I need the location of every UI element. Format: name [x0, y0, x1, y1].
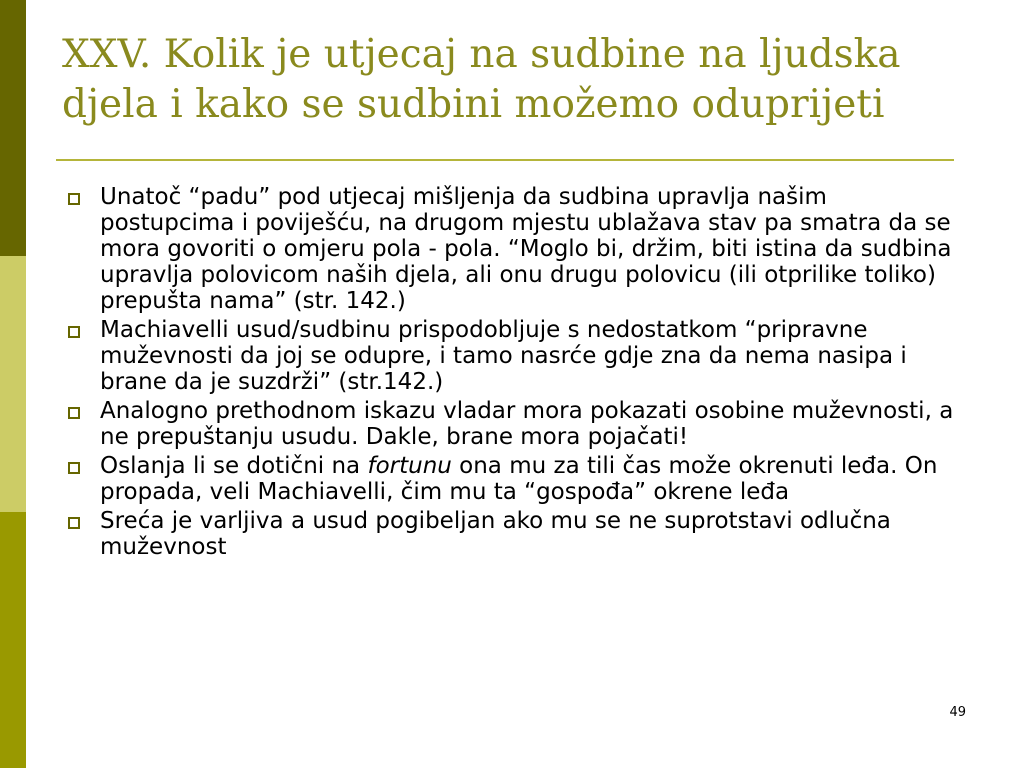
title-underline — [56, 159, 954, 161]
bullet-text: Analogno prethodnom iskazu vladar mora pokazati osobine muževnosti, a ne prepuštanju usudu. Dakle, brane mora pojačati! — [100, 398, 954, 450]
bullet-item-2 — [66, 317, 966, 395]
bullet-text: Sreća je varljiva a usud pogibeljan ako mu se ne suprotstavi odlučna muževnost — [100, 508, 891, 560]
bullet-text: Unatoč “padu” pod utjecaj mišljenja da sudbina upravlja našim postupcima i poviješću, na drugom mjestu ublažava stav pa smatra da se mora govoriti o omjeru pola - pola. “Moglo bi, držim, biti istina da sudbina upravlja polovicom naših djela, ali onu drugu polovicu (ili otprilike toliko) prepušta nama” (str. 142.) — [100, 184, 952, 314]
bullet-item-5 — [66, 508, 966, 560]
bullet-item-4 — [66, 453, 966, 505]
bullet-item-3 — [66, 398, 966, 450]
bullet-text-before: Oslanja li se dotični na — [100, 453, 368, 479]
bullet-text — [100, 453, 937, 505]
bullet-text-after: ona mu za tili čas može okrenuti leđa. On propada, veli Machiavelli, čim mu ta “gospođa” okrene leđa — [100, 453, 938, 505]
bullet-item-1 — [66, 184, 966, 314]
square-bullet-icon — [68, 462, 80, 474]
sidebar-middle-segment — [0, 256, 26, 512]
bullet-text: Machiavelli usud/sudbinu prispodobljuje s nedostatkom “pripravne muževnosti da joj se odupre, i tamo nasrće gdje zna da nema nasipa i brane da je suzdrži” (str.142.) — [100, 317, 907, 395]
square-bullet-icon — [68, 517, 80, 529]
square-bullet-icon — [68, 407, 80, 419]
sidebar-top-segment — [0, 0, 26, 256]
slide-title: XXV. Kolik je utjecaj na sudbine na ljudska djela i kako se sudbini možemo oduprijeti — [62, 32, 901, 127]
slide-number: 49 — [949, 705, 966, 720]
square-bullet-icon — [68, 193, 80, 205]
sidebar-bottom-segment — [0, 512, 26, 768]
bullet-list — [66, 184, 966, 563]
square-bullet-icon — [68, 326, 80, 338]
bullet-text-emphasis: fortunu — [367, 453, 452, 479]
